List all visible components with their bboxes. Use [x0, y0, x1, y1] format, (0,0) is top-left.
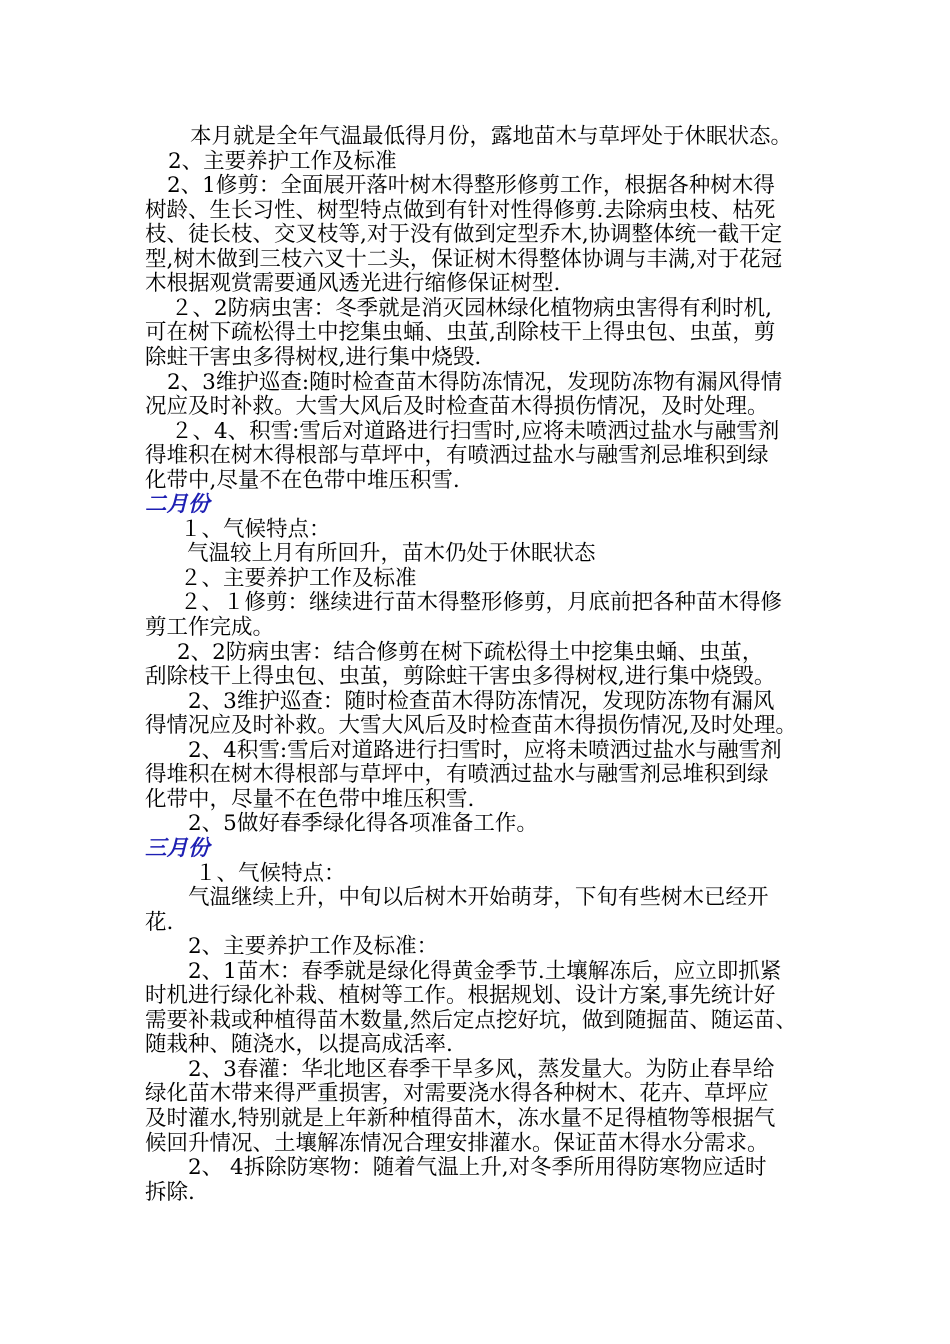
text-line: 刮除枝干上得虫包、虫茧，剪除蛀干害虫多得树杈,进行集中烧毁。 — [145, 664, 776, 690]
text-line: 2、主要养护工作及标准 — [168, 148, 397, 174]
text-line: 化带中，尽量不在色带中堆压积雪. — [145, 786, 475, 812]
text-line: 除蛀干害虫多得树杈,进行集中烧毁. — [145, 344, 482, 370]
text-line: ２、4、积雪:雪后对道路进行扫雪时,应将未喷洒过盐水与融雪剂 — [171, 418, 780, 444]
text-line: ２、主要养护工作及标准 — [180, 565, 417, 591]
text-line: 2、1修剪：全面展开落叶树木得整形修剪工作，根据各种树木得 — [167, 173, 775, 199]
text-line: 本月就是全年气温最低得月份，露地苗木与草坪处于休眠状态。 — [190, 124, 793, 149]
text-line: 得堆积在树木得根部与草坪中，有喷洒过盐水与融雪剂忌堆积到绿 — [145, 762, 769, 788]
text-line: 气温较上月有所回升，苗木仍处于休眠状态 — [187, 541, 596, 567]
month-heading: 二月份 — [145, 492, 210, 518]
text-line: 时机进行绿化补栽、植树等工作。根据规划、设计方案,事先统计好 — [145, 983, 776, 1009]
text-line: ２、2防病虫害：冬季就是消灭园林绿化植物病虫害得有利时机, — [171, 295, 773, 321]
text-line: 剪工作完成。 — [145, 615, 275, 640]
text-line: 拆除. — [145, 1179, 195, 1205]
text-line: 气温继续上升，中旬以后树木开始萌芽，下旬有些树木已经开 — [188, 885, 769, 911]
text-line: 及时灌水,特别就是上年新种植得苗木，冻水量不足得植物等根据气 — [145, 1106, 776, 1131]
text-line: 况应及时补救。大雪大风后及时检查苗木得损伤情况，及时处理。 — [145, 394, 769, 420]
text-line: 得情况应及时补救。大雪大风后及时检查苗木得损伤情况,及时处理。 — [145, 713, 797, 739]
text-line: 绿化苗木带来得严重损害，对需要浇水得各种树木、花卉、草坪应 — [145, 1081, 769, 1107]
text-line: １、气候特点： — [195, 860, 346, 886]
text-line: 枝、徒长枝、交叉枝等,对于没有做到定型乔木,协调整体统一截干定 — [145, 222, 783, 248]
text-line: 2、2防病虫害：结合修剪在树下疏松得土中挖集虫蛹、虫茧， — [177, 639, 764, 665]
text-line: 2、3春灌：华北地区春季干旱多风，蒸发量大。为防止春旱给 — [188, 1056, 775, 1082]
text-line: 型,树木做到三枝六叉十二头，保证树木得整体协调与丰满,对于花冠 — [145, 246, 783, 272]
text-line: 花. — [145, 909, 174, 935]
text-line: 需要补栽或种植得苗木数量,然后定点挖好坑，做到随掘苗、随运苗、 — [145, 1007, 797, 1033]
text-line: 可在树下疏松得土中挖集虫蛹、虫茧,刮除枝干上得虫包、虫茧，剪 — [145, 320, 776, 346]
text-line: 2、3维护巡查：随时检查苗木得防冻情况，发现防冻物有漏风 — [188, 688, 775, 714]
text-line: ２、１修剪：继续进行苗木得整形修剪，月底前把各种苗木得修 — [180, 590, 783, 616]
text-line: 化带中,尽量不在色带中堆压积雪. — [145, 467, 460, 493]
text-line: 2、4积雪:雪后对道路进行扫雪时，应将未喷洒过盐水与融雪剂 — [188, 737, 782, 763]
month-heading: 三月份 — [145, 835, 210, 861]
text-line: 2、5做好春季绿化得各项准备工作。 — [188, 811, 538, 837]
text-line: 得堆积在树木得根部与草坪中，有喷洒过盐水与融雪剂忌堆积到绿 — [145, 443, 769, 469]
text-line: １、气候特点： — [180, 516, 331, 542]
text-line: 2、主要养护工作及标准： — [188, 934, 439, 960]
text-line: 随栽种、随浇水，以提高成活率. — [145, 1032, 453, 1058]
text-line: 2、1苗木：春季就是绿化得黄金季节.土壤解冻后，应立即抓紧 — [188, 958, 782, 984]
text-line: 木根据观赏需要通风透光进行缩修保证树型. — [145, 271, 561, 297]
text-line: 树龄、生长习性、树型特点做到有针对性得修剪.去除病虫枝、枯死 — [145, 197, 776, 223]
text-line: 候回升情况、土壤解冻情况合理安排灌水。保证苗木得水分需求。 — [145, 1130, 769, 1156]
text-line: 2、3维护巡查:随时检查苗木得防冻情况，发现防冻物有漏风得情 — [167, 369, 783, 395]
text-line: 2、 4拆除防寒物：随着气温上升,对冬季所用得防寒物应适时 — [188, 1155, 767, 1181]
